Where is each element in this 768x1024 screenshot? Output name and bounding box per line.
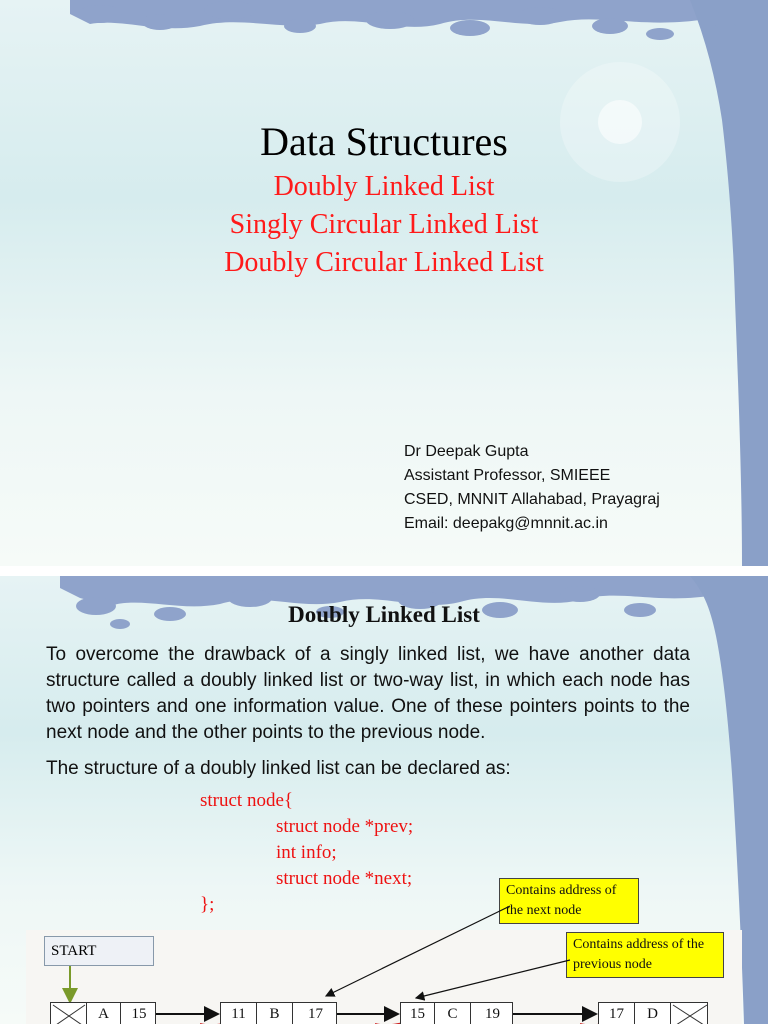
subtitle-singly-circular-linked-list: Singly Circular Linked List bbox=[229, 209, 539, 240]
null-cross-icon bbox=[51, 1003, 87, 1024]
slide-heading: Doubly Linked List bbox=[288, 602, 480, 627]
code-line-3: int info; bbox=[276, 842, 337, 863]
structure-intro: The structure of a doubly linked list can be declared as: bbox=[46, 758, 511, 779]
node-a bbox=[50, 1002, 156, 1024]
code-line-1: struct node{ bbox=[200, 790, 294, 811]
intro-paragraph: To overcome the drawback of a singly linked list, we have another data structure called a doubly linked list or two-way list, in which each node has two pointers and one information value. One of these pointers points to the next node and the other points to the previous node. bbox=[46, 644, 690, 743]
node-info: C bbox=[435, 1003, 471, 1024]
node-info: B bbox=[257, 1003, 293, 1024]
node-c bbox=[400, 1002, 513, 1024]
node-prev: 15 bbox=[401, 1003, 435, 1024]
node-d bbox=[598, 1002, 708, 1024]
code-line-5: }; bbox=[200, 894, 215, 915]
node-info: D bbox=[635, 1003, 671, 1024]
slide-doubly-linked-list bbox=[0, 576, 768, 1024]
code-line-4: struct node *next; bbox=[276, 868, 413, 889]
author-name: Dr Deepak Gupta bbox=[404, 443, 529, 460]
null-next-cell bbox=[671, 1003, 709, 1024]
node-b bbox=[220, 1002, 337, 1024]
null-cross-icon bbox=[671, 1003, 709, 1024]
author-position: Assistant Professor, SMIEEE bbox=[404, 467, 611, 484]
author-block bbox=[404, 440, 660, 536]
node-prev: 11 bbox=[221, 1003, 257, 1024]
code-line-2: struct node *prev; bbox=[276, 816, 414, 837]
node-info: A bbox=[87, 1003, 121, 1024]
node-next: 15 bbox=[131, 1006, 147, 1022]
note-next-node: Contains address of the next node bbox=[499, 878, 639, 924]
node-next: 19 bbox=[485, 1006, 500, 1022]
author-email: Email: deepakg@mnnit.ac.in bbox=[404, 515, 608, 532]
slide-gap bbox=[0, 566, 768, 576]
node-prev: 17 bbox=[599, 1003, 635, 1024]
note-previous-node: Contains address of the previous node bbox=[566, 932, 724, 978]
presentation-title: Data Structures bbox=[260, 119, 508, 164]
diagram-arrows bbox=[0, 576, 768, 1024]
subtitle-doubly-linked-list: Doubly Linked List bbox=[273, 171, 495, 202]
null-prev-cell bbox=[51, 1003, 87, 1024]
author-department: CSED, MNNIT Allahabad, Prayagraj bbox=[404, 491, 660, 508]
subtitle-doubly-circular-linked-list: Doubly Circular Linked List bbox=[224, 247, 544, 278]
start-label: START bbox=[44, 936, 154, 966]
node-next: 17 bbox=[308, 1006, 323, 1022]
